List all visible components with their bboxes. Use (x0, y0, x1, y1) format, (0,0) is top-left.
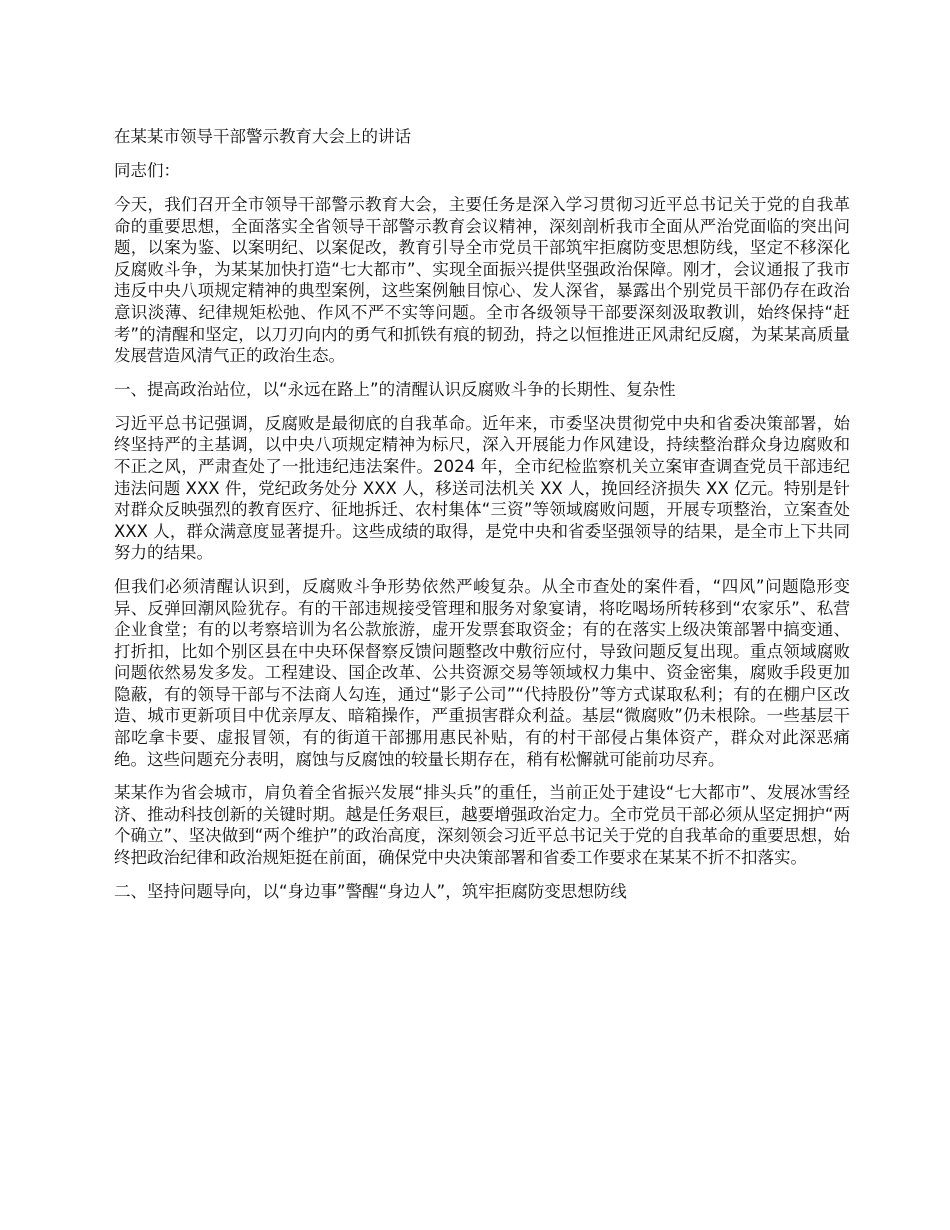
section-1-heading: 一、提高政治站位，以“永远在路上”的清醒认识反腐败斗争的长期性、复杂性 (114, 379, 676, 399)
section-2-heading: 二、坚持问题导向，以“身边事”警醒“身边人”，筑牢拒腐防变思想防线 (114, 881, 627, 901)
intro-paragraph: 今天，我们召开全市领导干部警示教育大会，主要任务是深入学习贯彻习近平总书记关于党的自我革命的重要思想，全面落实全省领导干部警示教育会议精神，深刻剖析我市全面从严治党面临的突出问题，以案为鉴、以案明纪、以案促改，教育引导全市党员干部筑牢拒腐防变思想防线，坚定不移深化反腐败斗争，为某某加快打造“七大都市”、实现全面振兴提供坚强政治保障。刚才，会议通报了我市违反中央八项规定精神的典型案例，这些案例触目惊心、发人深省，暴露出个别党员干部仍存在政治意识淡薄、纪律规矩松弛、作风不严不实等问题。全市各级领导干部要深刻汲取教训，始终保持“赶考”的清醒和坚定，以刀刃向内的勇气和抓铁有痕的韧劲，持之以恒推进正风肃纪反腐，为某某高质量发展营造风清气正的政治生态。 (114, 195, 850, 366)
section-1-paragraph-1: 习近平总书记强调，反腐败是最彻底的自我革命。近年来，市委坚决贯彻党中央和省委决策部署，始终坚持严的主基调，以中央八项规定精神为标尺，深入开展能力作风建设，持续整治群众身边腐败和不正之风，严肃查处了一批违纪违法案件。2024 年，全市纪检监察机关立案审查调查党员干部违纪违法问题 XXX 件，党纪政务处分 XXX 人，移送司法机关 XX 人，挽回经济损失 XX 亿元。特别是针对群众反映强烈的教育医疗、征地拆迁、农村集体“三资”等领域腐败问题，开展专项整治，立案查处 XXX 人，群众满意度显著提升。这些成绩的取得，是党中央和省委坚强领导的结果，是全市上下共同努力的结果。 (114, 413, 850, 563)
section-1-paragraph-3: 某某作为省会城市，肩负着全省振兴发展“排头兵”的重任，当前正处于建设“七大都市”、发展冰雪经济、推动科技创新的关键时期。越是任务艰巨，越要增强政治定力。全市党员干部必须从坚定拥护“两个确立”、坚决做到“两个维护”的政治高度，深刻领会习近平总书记关于党的自我革命的重要思想，始终把政治纪律和政治规矩挺在前面，确保党中央决策部署和省委工作要求在某某不折不扣落实。 (114, 783, 850, 868)
greeting: 同志们： (114, 161, 180, 180)
document-title: 在某某市领导干部警示教育大会上的讲话 (114, 127, 411, 146)
section-1-paragraph-2: 但我们必须清醒认识到，反腐败斗争形势依然严峻复杂。从全市查处的案件看，“四风”问题隐形变异、反弹回潮风险犹存。有的干部违规接受管理和服务对象宴请，将吃喝场所转移到“农家乐”、私营企业食堂；有的以考察培训为名公款旅游，虚开发票套取资金；有的在落实上级决策部署中搞变通、打折扣，比如个别区县在中央环保督察反馈问题整改中敷衍应付，导致问题反复出现。重点领域腐败问题依然易发多发。工程建设、国企改革、公共资源交易等领域权力集中、资金密集，腐败手段更加隐蔽，有的领导干部与不法商人勾连，通过“影子公司”“代持股份”等方式谋取私利；有的在棚户区改造、城市更新项目中优亲厚友、暗箱操作，严重损害群众利益。基层“微腐败”仍未根除。一些基层干部吃拿卡要、虚报冒领，有的街道干部挪用惠民补贴，有的村干部侵占集体资产，群众对此深恶痛绝。这些问题充分表明，腐蚀与反腐蚀的较量长期存在，稍有松懈就可能前功尽弃。 (114, 576, 850, 769)
document-page (114, 126, 850, 915)
